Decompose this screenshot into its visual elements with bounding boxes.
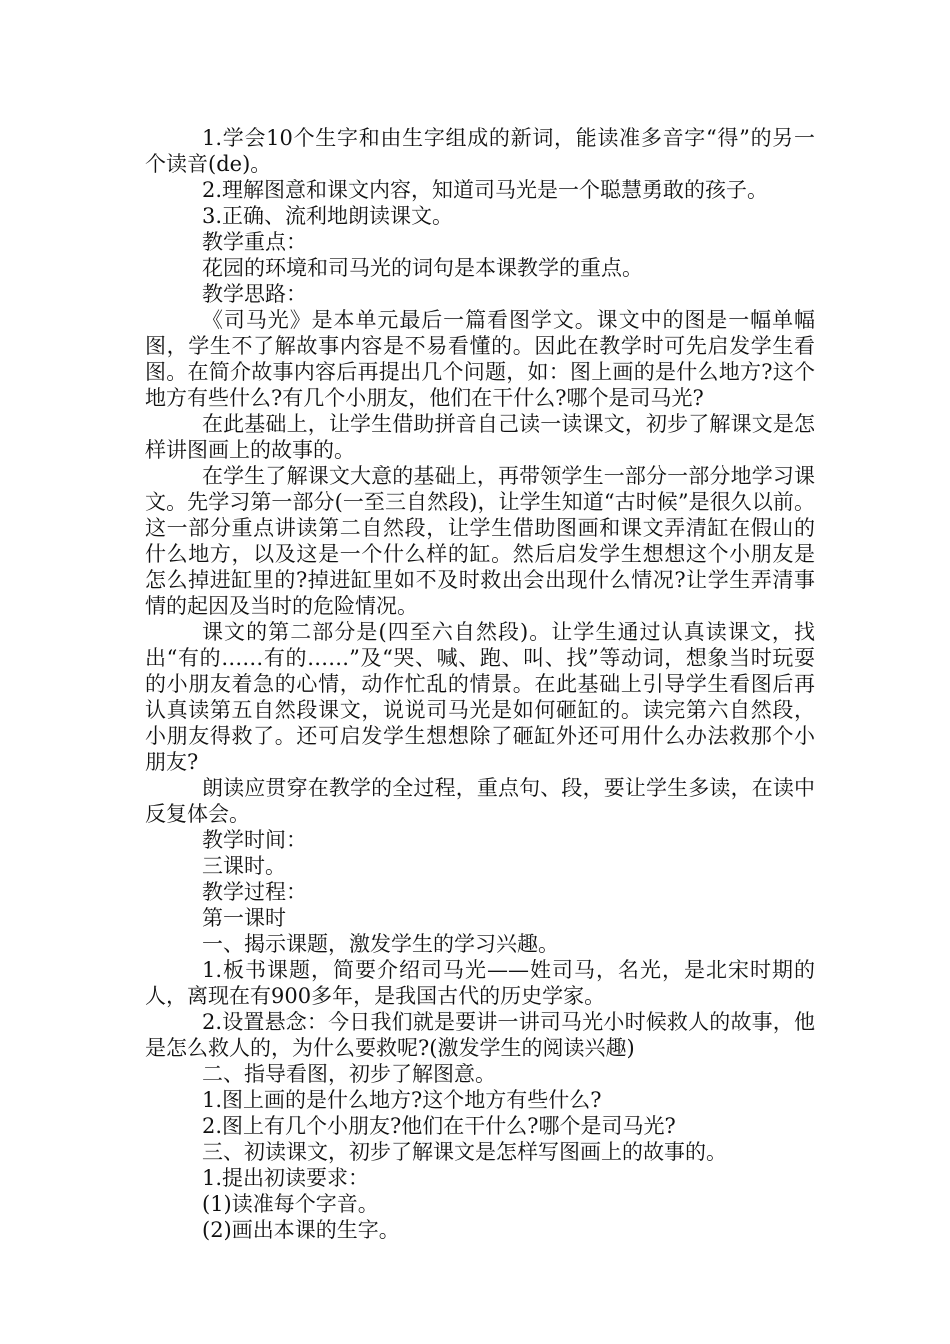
section-heading: 教学时间： (202, 828, 307, 852)
paragraph: 三、初读课文，初步了解课文是怎样写图画上的故事的。 (202, 1140, 727, 1164)
paragraph: 朗读应贯穿在教学的全过程，重点句、段，要让学生多读，在读中反复体会。 (145, 776, 815, 826)
paragraph: 1.学会10个生字和由生字组成的新词，能读准多音字“得”的另一个读音(de)。 (145, 126, 815, 176)
paragraph: 1.图上画的是什么地方?这个地方有些什么? (202, 1088, 602, 1112)
section-heading: 第一课时 (202, 906, 286, 930)
paragraph: (1)读准每个字音。 (202, 1192, 379, 1216)
paragraph: 2.理解图意和课文内容，知道司马光是一个聪慧勇敢的孩子。 (202, 178, 769, 202)
paragraph: 花园的环境和司马光的词句是本课教学的重点。 (202, 256, 643, 280)
section-heading: 教学过程： (202, 880, 307, 904)
paragraph: (2)画出本课的生字。 (202, 1218, 400, 1242)
paragraph: 课文的第二部分是(四至六自然段)。让学生通过认真读课文，找出“有的……有的……”及“哭、喊、跑、叫、找”等动词，想象当时玩耍的小朋友着急的心情，动作忙乱的情景。在此基础上引导学生看图后再认真读第五自然段课文，说说司马光是如何砸缸的。读完第六自然段，小朋友得救了。还可启发学生想想除了砸缸外还可用什么办法救那个小朋友? (145, 620, 815, 774)
paragraph: 在学生了解课文大意的基础上，再带领学生一部分一部分地学习课文。先学习第一部分(一至三自然段)，让学生知道“古时候”是很久以前。这一部分重点讲读第二自然段，让学生借助图画和课文弄清缸在假山的什么地方，以及这是一个什么样的缸。然后启发学生想想这个小朋友是怎么掉进缸里的?掉进缸里如不及时救出会出现什么情况?让学生弄清事情的起因及当时的危险情况。 (145, 464, 815, 618)
paragraph: 二、指导看图，初步了解图意。 (202, 1062, 496, 1086)
document-body (145, 125, 815, 1243)
paragraph: 1.提出初读要求： (202, 1166, 370, 1190)
paragraph: 2.图上有几个小朋友?他们在干什么?哪个是司马光? (202, 1114, 676, 1138)
paragraph: 《司马光》是本单元最后一篇看图学文。课文中的图是一幅单幅图，学生不了解故事内容是不易看懂的。因此在教学时可先启发学生看图。在简介故事内容后再提出几个问题，如：图上画的是什么地方?这个地方有些什么?有几个小朋友，他们在干什么?哪个是司马光? (145, 308, 815, 410)
paragraph: 一、揭示课题，激发学生的学习兴趣。 (202, 932, 559, 956)
paragraph: 2.设置悬念：今日我们就是要讲一讲司马光小时候救人的故事，他是怎么救人的，为什么要救呢?(激发学生的阅读兴趣) (145, 1010, 815, 1060)
paragraph: 三课时。 (202, 854, 286, 878)
section-heading: 教学思路： (202, 282, 307, 306)
paragraph: 1.板书课题，简要介绍司马光——姓司马，名光，是北宋时期的人，离现在有900多年，是我国古代的历史学家。 (145, 958, 815, 1008)
section-heading: 教学重点： (202, 230, 307, 254)
paragraph: 3.正确、流利地朗读课文。 (202, 204, 454, 228)
paragraph: 在此基础上，让学生借助拼音自己读一读课文，初步了解课文是怎样讲图画上的故事的。 (145, 412, 815, 462)
